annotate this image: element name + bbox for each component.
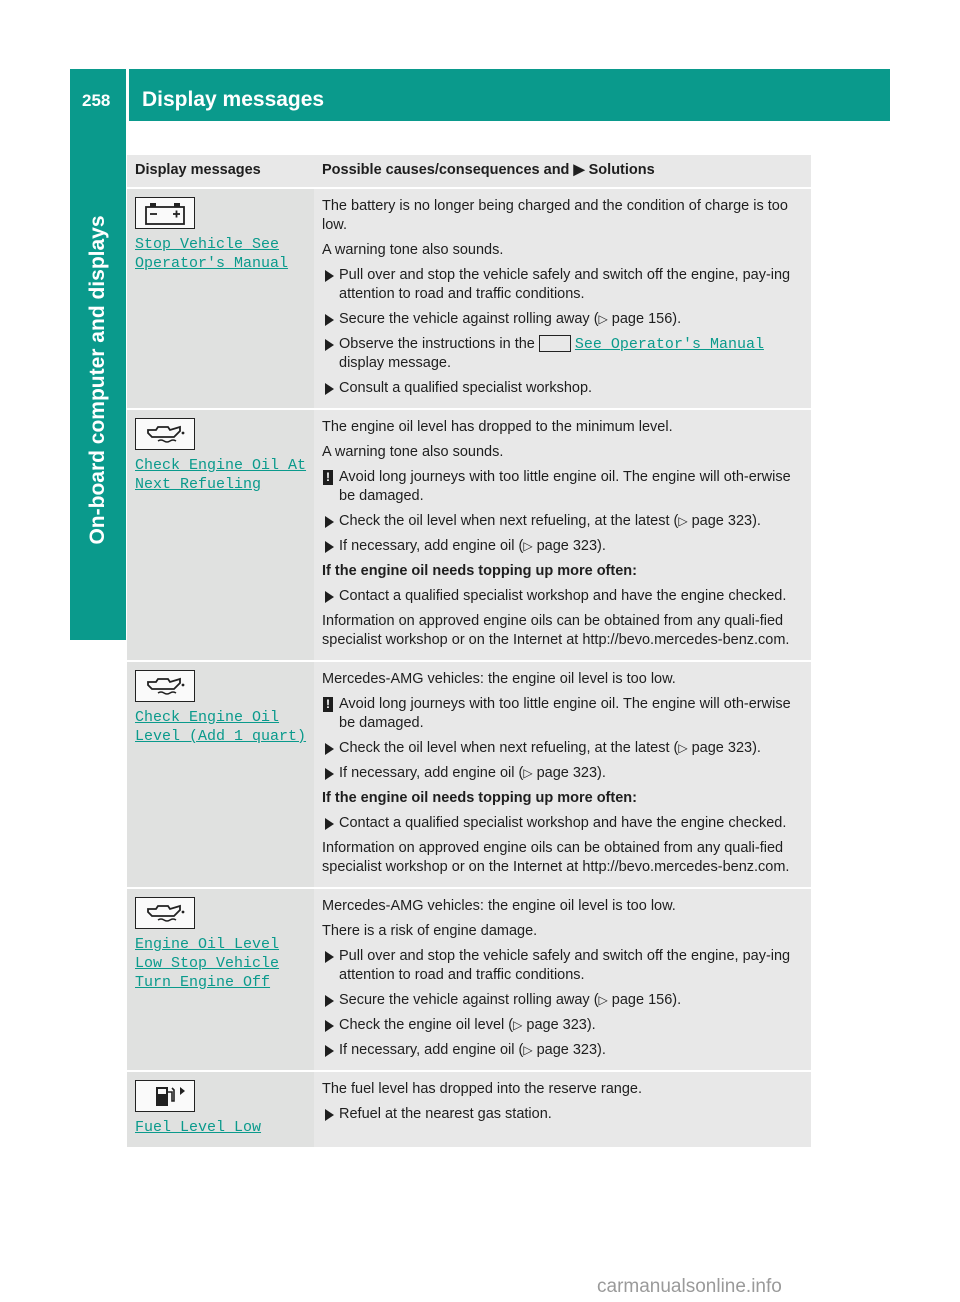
step-text: If necessary, add engine oil ( — [339, 765, 524, 781]
oil-can-icon — [135, 897, 195, 929]
cause-text: A warning tone also sounds. — [322, 444, 504, 460]
solution-step — [322, 537, 803, 556]
page-reference[interactable]: page 323). — [526, 1017, 596, 1033]
table-row — [127, 409, 811, 661]
page-ref-arrow-icon: ▷ — [598, 993, 608, 1007]
page-reference[interactable]: page 323). — [536, 765, 606, 781]
message-cell — [127, 1071, 314, 1148]
solution-cell — [314, 888, 811, 1071]
solution-step — [322, 310, 803, 329]
warning-text: Avoid long journeys with too little engine oil. The engine will oth-erwise be damaged. — [339, 469, 791, 504]
page-title: Display messages — [142, 88, 325, 111]
page-ref-arrow-icon: ▷ — [523, 766, 533, 780]
display-text — [135, 235, 306, 273]
step-text: Check the engine oil level ( — [339, 1017, 514, 1033]
solution-step: Contact a qualified specialist workshop and have the engine checked. — [322, 814, 803, 833]
col-header-causes-text: Possible causes/consequences and — [322, 162, 570, 178]
solution-step — [322, 991, 803, 1010]
solution-step — [322, 739, 803, 758]
display-text — [135, 708, 306, 746]
cause-text: The battery is no longer being charged and the condition of charge is too low. — [322, 198, 788, 233]
solution-step — [322, 512, 803, 531]
warning-text: Avoid long journeys with too little engine oil. The engine will oth-erwise be damaged. — [339, 696, 791, 731]
exclamation-icon: ! — [323, 697, 333, 712]
solution-step: Contact a qualified specialist workshop and have the engine checked. — [322, 587, 803, 606]
display-text — [135, 456, 306, 494]
display-text — [135, 935, 306, 992]
solution-step: Pull over and stop the vehicle safely and switch off the engine, pay-ing attention to road and traffic conditions. — [322, 947, 803, 985]
step-text: If necessary, add engine oil ( — [339, 538, 524, 554]
message-cell — [127, 661, 314, 888]
header-divider — [126, 69, 129, 121]
chapter-title: On-board computer and displays — [86, 215, 109, 545]
solution-step — [322, 1041, 803, 1060]
display-messages-table — [127, 155, 811, 1149]
page-header — [70, 69, 890, 121]
solutions-arrow-icon: ▶ — [573, 162, 585, 178]
warning-note — [322, 695, 803, 733]
display-line: Fuel Level Low — [135, 1119, 262, 1136]
display-line: Low Stop Vehicle — [135, 955, 280, 972]
step-text: Check the oil level when next refueling, at the latest ( — [339, 513, 679, 529]
col-header-display-messages: Display messages — [127, 155, 314, 188]
display-line: Level (Add 1 quart) — [135, 728, 307, 745]
info-text: Information on approved engine oils can be obtained from any quali-fied specialist workshop or on the Internet at http://bevo.mercedes-benz.com. — [322, 840, 790, 875]
fuel-pump-icon — [135, 1080, 195, 1112]
solution-step — [322, 335, 803, 373]
oil-can-icon — [135, 670, 195, 702]
solution-step — [322, 1016, 803, 1035]
page-ref-arrow-icon: ▷ — [513, 1018, 523, 1032]
cause-text: The fuel level has dropped into the reserve range. — [322, 1081, 643, 1097]
chapter-tab — [70, 121, 126, 640]
cause-text: There is a risk of engine damage. — [322, 923, 538, 939]
table-row — [127, 888, 811, 1071]
warning-note — [322, 468, 803, 506]
col-header-causes-solutions — [314, 155, 811, 188]
message-cell — [127, 409, 314, 661]
solution-cell — [314, 661, 811, 888]
solution-cell — [314, 409, 811, 661]
page-reference[interactable]: page 323). — [536, 1042, 606, 1058]
solution-cell — [314, 188, 811, 409]
step-text: Observe the instructions in the — [339, 336, 535, 352]
table-row — [127, 1071, 811, 1148]
solution-cell — [314, 1071, 811, 1148]
page-ref-arrow-icon: ▷ — [598, 312, 608, 326]
subheading: If the engine oil needs topping up more often: — [322, 790, 637, 806]
page-ref-arrow-icon: ▷ — [523, 539, 533, 553]
display-line: Check Engine Oil — [135, 709, 280, 726]
message-cell — [127, 888, 314, 1071]
exclamation-icon: ! — [323, 470, 333, 485]
page-ref-arrow-icon: ▷ — [678, 514, 688, 528]
cause-text: A warning tone also sounds. — [322, 242, 504, 258]
page-reference[interactable]: page 156). — [611, 311, 682, 327]
battery-icon — [135, 197, 195, 229]
table-header-row — [127, 155, 811, 188]
page-reference[interactable]: page 323). — [691, 740, 761, 756]
cause-text: Mercedes-AMG vehicles: the engine oil level is too low. — [322, 898, 676, 914]
page-number: 258 — [82, 91, 111, 110]
page-ref-arrow-icon: ▷ — [678, 741, 688, 755]
table-row — [127, 661, 811, 888]
display-line: Engine Oil Level — [135, 936, 280, 953]
step-text: Secure the vehicle against rolling away ( — [339, 311, 599, 327]
page-reference[interactable]: page 323). — [536, 538, 606, 554]
display-line: Check Engine Oil At — [135, 457, 307, 474]
watermark: carmanualsonline.info — [597, 1276, 782, 1297]
display-line: Operator's Manual — [135, 255, 289, 272]
solution-step: Pull over and stop the vehicle safely and switch off the engine, pay-ing attention to road and traffic conditions. — [322, 266, 803, 304]
page-ref-arrow-icon: ▷ — [523, 1043, 533, 1057]
display-line: Turn Engine Off — [135, 974, 271, 991]
display-line: Next Refueling — [135, 476, 262, 493]
cause-text: The engine oil level has dropped to the minimum level. — [322, 419, 673, 435]
step-text: Check the oil level when next refueling, at the latest ( — [339, 740, 679, 756]
solution-step: Refuel at the nearest gas station. — [322, 1105, 803, 1124]
message-cell — [127, 188, 314, 409]
page-reference[interactable]: page 156). — [611, 992, 682, 1008]
step-text: display message. — [339, 355, 452, 371]
solution-step: Consult a qualified specialist workshop. — [322, 379, 803, 398]
step-text: Secure the vehicle against rolling away ( — [339, 992, 599, 1008]
step-text: If necessary, add engine oil ( — [339, 1042, 524, 1058]
display-text — [135, 1118, 306, 1137]
oil-can-icon — [135, 418, 195, 450]
solution-step — [322, 764, 803, 783]
page-reference[interactable]: page 323). — [691, 513, 761, 529]
display-message-ref: See Operator's Manual — [574, 336, 764, 353]
subheading: If the engine oil needs topping up more often: — [322, 563, 637, 579]
display-line: Stop Vehicle See — [135, 236, 280, 253]
battery-icon — [539, 335, 571, 352]
col-header-solutions-text: Solutions — [588, 162, 655, 178]
info-text: Information on approved engine oils can be obtained from any quali-fied specialist workshop or on the Internet at http://bevo.mercedes-benz.com. — [322, 613, 790, 648]
cause-text: Mercedes-AMG vehicles: the engine oil level is too low. — [322, 671, 676, 687]
table-row — [127, 188, 811, 409]
